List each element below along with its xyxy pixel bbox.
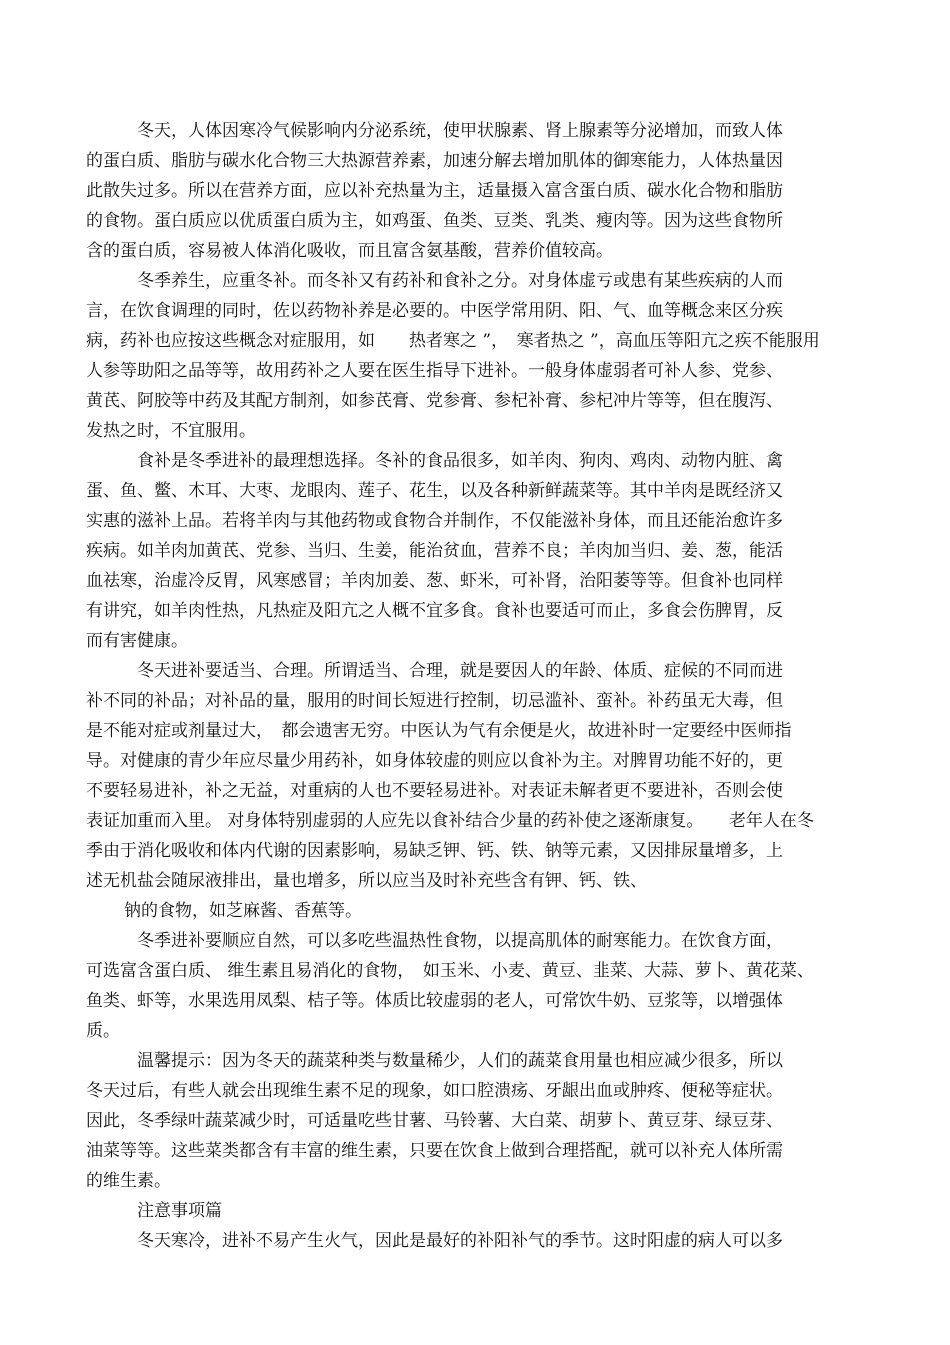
text-line: 血祛寒，治虚冷反胃，风寒感冒；羊肉加姜、葱、虾米，可补肾，治阳萎等等。但食补也同样 (86, 571, 783, 591)
text-line: 季由于消化吸收和体内代谢的因素影响，易缺乏钾、钙、铁、钠等元素，又因排尿量增多，上 (86, 841, 783, 861)
text-line: 言，在饮食调理的同时，佐以药物补养是必要的。中医学常用阴、阳、气、血等概念来区分疾 (86, 301, 783, 321)
text-line: 不要轻易进补，补之无益，对重病的人也不要轻易进补。对表证未解者更不要进补，否则会使 (86, 781, 783, 801)
text-line: 发热之时，不宜服用。 (86, 421, 256, 441)
text-line: 冬天寒冷，进补不易产生火气，因此是最好的补阳补气的季节。这时阳虚的病人可以多 (137, 1231, 783, 1251)
text-line: 此散失过多。所以在营养方面，应以补充热量为主，适量摄入富含蛋白质、碳水化合物和脂肪 (86, 181, 783, 201)
text-line: 黄芪、阿胶等中药及其配方制剂，如参芪膏、党参膏、参杞补膏、参杞冲片等等，但在腹泻、 (86, 391, 783, 411)
text-line: 的维生素。 (86, 1171, 171, 1191)
text-line: 含的蛋白质，容易被人体消化吸收，而且富含氨基酸，营养价值较高。 (86, 241, 613, 261)
text-line: 补不同的补品；对补品的量，服用的时间长短进行控制，切忌滥补、蛮补。补药虽无大毒，但 (86, 691, 783, 711)
text-line: 油菜等等。这些菜类都含有丰富的维生素，只要在饮食上做到合理搭配，就可以补充人体所需 (86, 1141, 783, 1161)
section-heading: 注意事项篇 (137, 1201, 222, 1221)
text-line: 的蛋白质、脂肪与碳水化合物三大热源营养素，加速分解去增加肌体的御寒能力，人体热量因 (86, 151, 783, 171)
text-line: 述无机盐会随尿液排出，量也增多，所以应当及时补充些含有钾、钙、铁、 (86, 871, 647, 891)
text-line: 质。 (86, 1021, 120, 1041)
text-line: 温馨提示：因为冬天的蔬菜种类与数量稀少，人们的蔬菜食用量也相应减少很多，所以 (137, 1051, 783, 1071)
text-line: 可选富含蛋白质、 维生素且易消化的食物， 如玉米、小麦、黄豆、韭菜、大蒜、萝卜、黄花菜、 (86, 961, 814, 981)
text-line: 病，药补也应按这些概念对症服用，如 热者寒之 ”， 寒者热之 ”，高血压等阳亢之疾不能服用 (86, 331, 820, 351)
text-line: 有讲究，如羊肉性热，凡热症及阳亢之人概不宜多食。食补也要适可而止，多食会伤脾胃，反 (86, 601, 783, 621)
text-line: 实惠的滋补上品。若将羊肉与其他药物或食物合并制作，不仅能滋补身体，而且还能治愈许多 (86, 511, 783, 531)
text-line: 冬季养生，应重冬补。而冬补又有药补和食补之分。对身体虚亏或患有某些疾病的人而 (137, 271, 783, 291)
text-line: 蛋、鱼、鳖、木耳、大枣、龙眼肉、莲子、花生，以及各种新鲜蔬菜等。其中羊肉是既经济又 (86, 481, 783, 501)
text-line: 鱼类、虾等，水果选用凤梨、桔子等。体质比较虚弱的老人，可常饮牛奶、豆浆等，以增强体 (86, 991, 783, 1011)
text-line: 冬天过后，有些人就会出现维生素不足的现象，如口腔溃疡、牙龈出血或肿疼、便秘等症状。 (86, 1081, 783, 1101)
text-line: 冬天进补要适当、合理。所谓适当、合理，就是要因人的年龄、体质、症候的不同而进 (137, 661, 783, 681)
text-line: 表证加重而入里。 对身体特别虚弱的人应先以食补结合少量的药补使之逐渐康复。 老年人在冬 (86, 811, 814, 831)
text-line: 冬季进补要顺应自然，可以多吃些温热性食物，以提高肌体的耐寒能力。在饮食方面， (137, 931, 783, 951)
text-line: 导。对健康的青少年应尽量少用药补，如身体较虚的则应以食补为主。对脾胃功能不好的，更 (86, 751, 783, 771)
text-line: 因此，冬季绿叶蔬菜减少时，可适量吃些甘薯、马铃薯、大白菜、胡萝卜、黄豆芽、绿豆芽、 (86, 1111, 783, 1131)
text-line: 食补是冬季进补的最理想选择。冬补的食品很多，如羊肉、狗肉、鸡肉、动物内脏、禽 (137, 451, 783, 471)
text-line: 冬天，人体因寒冷气候影响内分泌系统，使甲状腺素、肾上腺素等分泌增加，而致人体 (137, 121, 783, 141)
text-line: 钠的食物，如芝麻酱、香蕉等。 (124, 901, 362, 921)
text-line: 是不能对症或剂量过大， 都会遗害无穷。中医认为气有余便是火，故进补时一定要经中医师指 (86, 721, 792, 741)
text-line: 疾病。如羊肉加黄芪、党参、当归、生姜，能治贫血，营养不良；羊肉加当归、姜、葱，能活 (86, 541, 783, 561)
text-line: 的食物。蛋白质应以优质蛋白质为主，如鸡蛋、鱼类、豆类、乳类、瘦肉等。因为这些食物所 (86, 211, 783, 231)
text-line: 人参等助阳之品等等，故用药补之人要在医生指导下进补。一般身体虚弱者可补人参、党参、 (86, 361, 783, 381)
text-line: 而有害健康。 (86, 631, 188, 651)
